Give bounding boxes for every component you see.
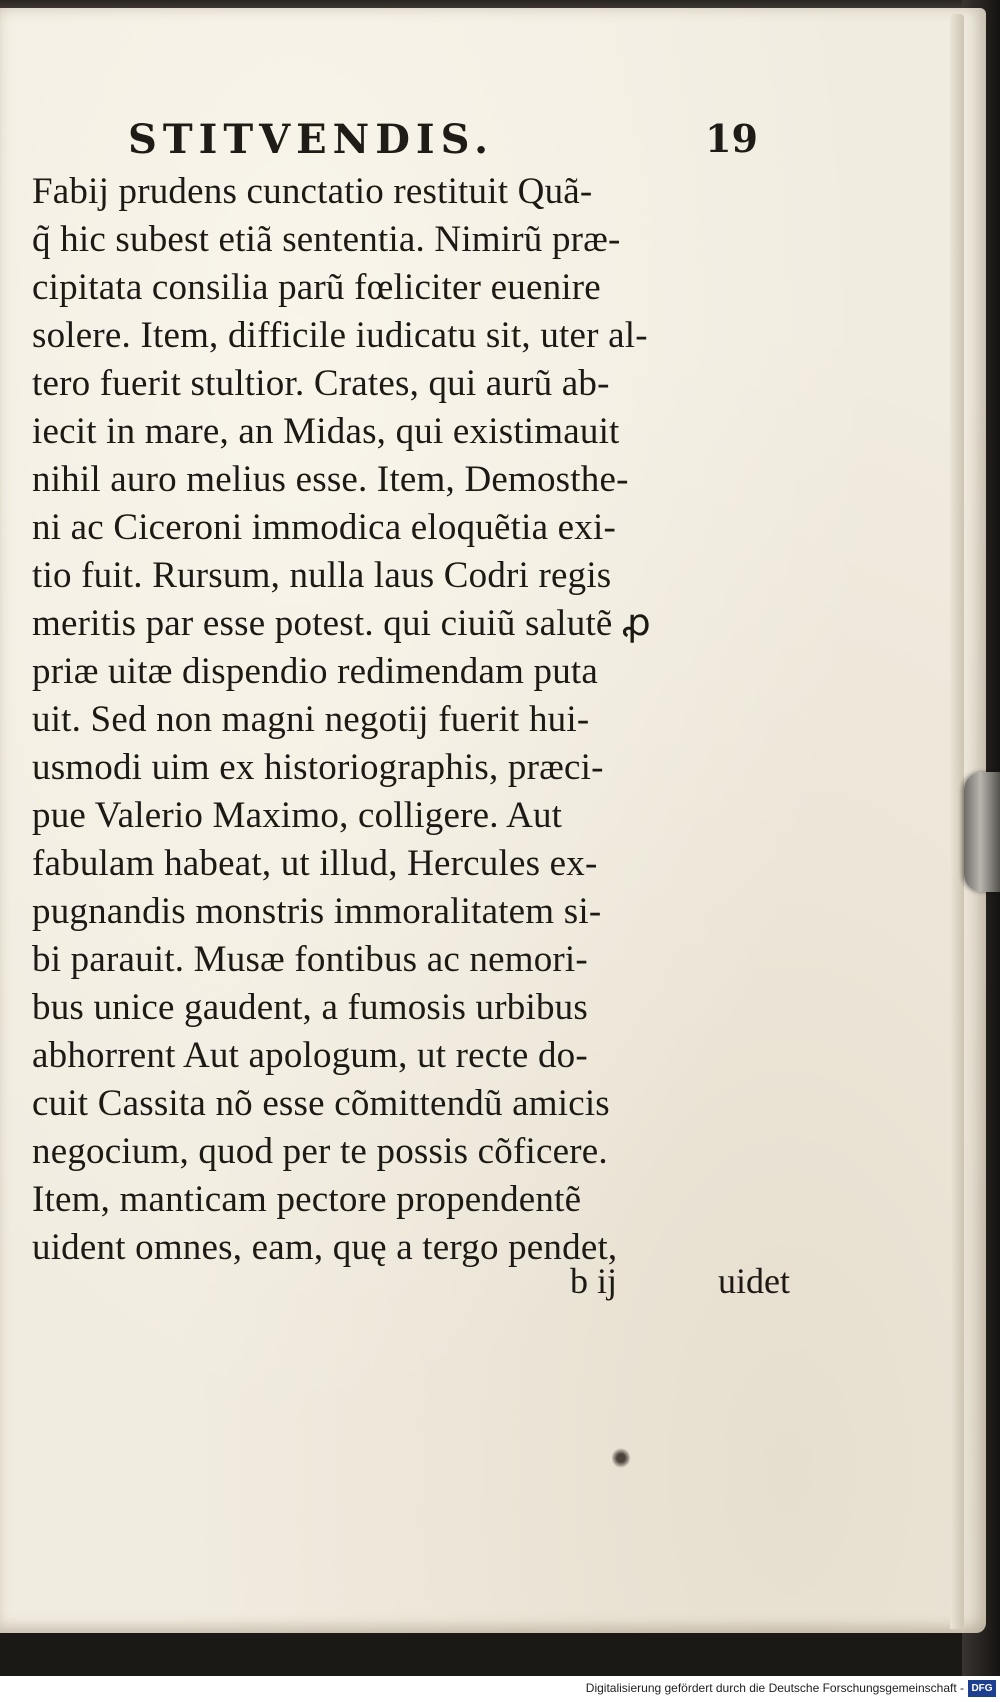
text-line: ni ac Ciceroni immodica eloquẽtia exi- — [32, 507, 616, 548]
text-line: uident omnes, eam, quę a tergo pendet, — [32, 1227, 618, 1268]
digitization-credit: Digitalisierung gefördert durch die Deutsche Forschungsgemeinschaft - — [585, 1681, 964, 1695]
text-line: negocium, quod per te possis cõficere. — [32, 1131, 608, 1172]
text-line: tio fuit. Rursum, nulla laus Codri regis — [32, 555, 612, 596]
text-line: usmodi uim ex historiographis, præci- — [32, 747, 604, 788]
text-line: tero fuerit stultior. Crates, qui aurũ ab- — [32, 363, 610, 404]
text-line: Item, manticam pectore propendentẽ — [32, 1179, 582, 1220]
text-line: nihil auro melius esse. Item, Demosthe- — [32, 459, 629, 500]
page-header — [128, 116, 758, 174]
text-line: cipitata consilia parũ fœliciter euenire — [32, 267, 601, 308]
text-line: bus unice gaudent, a fumosis urbibus — [32, 987, 588, 1028]
signature-mark: b ij — [570, 1261, 618, 1301]
text-block — [32, 168, 772, 1272]
dfg-logo: DFG — [968, 1680, 996, 1697]
text-line: pue Valerio Maximo, colligere. Aut — [32, 795, 563, 836]
page-fore-edge — [950, 14, 964, 1629]
text-line: fabulam habeat, ut illud, Hercules ex- — [32, 843, 598, 884]
text-line: Fabij prudens cunctatio restituit Quã- — [32, 171, 593, 212]
text-line: priæ uitæ dispendio redimendam puta — [32, 651, 599, 692]
running-head: STITVENDIS. — [128, 116, 494, 163]
catchword-line — [570, 1260, 790, 1308]
digitization-footer — [0, 1676, 1000, 1702]
folio-number: 19 — [705, 116, 758, 161]
text-line: pugnandis monstris immoralitatem si- — [32, 891, 602, 932]
book-clasp — [964, 772, 1000, 892]
text-line: solere. Item, difficile iudicatu sit, uter al- — [32, 315, 648, 356]
text-line: meritis par esse potest. qui ciuiũ salutẽ ꝓ — [32, 603, 651, 644]
catchword: uidet — [718, 1261, 790, 1301]
text-line: q̃ hic subest etiã sententia. Nimirũ præ- — [32, 219, 621, 260]
text-line: uit. Sed non magni negotij fuerit hui- — [32, 699, 590, 740]
text-line: abhorrent Aut apologum, ut recte do- — [32, 1035, 588, 1076]
text-line: cuit Cassita nõ esse cõmittendũ amicis — [32, 1083, 610, 1124]
text-line: iecit in mare, an Midas, qui existimauit — [32, 411, 620, 452]
ink-spot — [612, 1448, 630, 1468]
text-line: bi parauit. Musæ fontibus ac nemori- — [32, 939, 588, 980]
